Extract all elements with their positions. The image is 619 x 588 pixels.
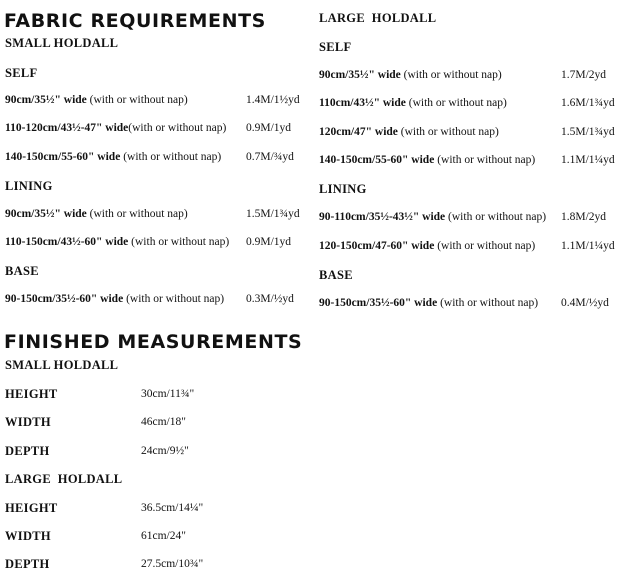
small-base-amount-1: 0.3M/½yd — [246, 293, 294, 305]
fabric-width: 90cm/35½" wide — [319, 69, 401, 81]
large-depth-value: 27.5cm/10¾" — [141, 558, 204, 570]
nap-note: (with or without nap) — [128, 122, 227, 134]
large-depth-label: DEPTH — [5, 557, 50, 571]
fabric-width: 90-110cm/35½-43½" wide — [319, 211, 446, 223]
finished-measurements-title: FINISHED MEASUREMENTS — [4, 331, 303, 353]
fabric-width: 90-150cm/35½-60" wide — [5, 293, 124, 305]
small-self-amount-2: 0.9M/1yd — [246, 122, 292, 134]
small-self-row-1 — [5, 94, 188, 106]
small-height-label: HEIGHT — [5, 387, 58, 401]
small-self-amount-3: 0.7M/¾yd — [246, 151, 294, 163]
large-self-amount-2: 1.6M/1¾yd — [561, 97, 615, 109]
small-self-amount-1: 1.4M/1½yd — [246, 94, 300, 106]
small-lining-label: LINING — [5, 179, 53, 193]
nap-note: (with or without nap) — [126, 293, 225, 305]
large-lining-amount-2: 1.1M/1¼yd — [561, 240, 615, 252]
fabric-width: 140-150cm/55-60" wide — [5, 151, 121, 163]
nap-note: (with or without nap) — [437, 154, 536, 166]
large-width-label: WIDTH — [5, 529, 51, 543]
nap-note: (with or without nap) — [123, 151, 222, 163]
small-lining-amount-2: 0.9M/1yd — [246, 236, 292, 248]
fabric-width: 120-150cm/47-60" wide — [319, 240, 435, 252]
large-self-label: SELF — [319, 40, 352, 54]
large-lining-row-2 — [319, 240, 535, 252]
fabric-width: 90cm/35½" wide — [5, 208, 87, 220]
small-holdall-heading: SMALL HOLDALL — [5, 36, 119, 50]
small-width-value: 46cm/18" — [141, 416, 186, 428]
small-self-label: SELF — [5, 66, 38, 80]
nap-note: (with or without nap) — [403, 69, 502, 81]
large-self-row-2 — [319, 97, 507, 109]
nap-note: (with or without nap) — [131, 236, 230, 248]
small-self-row-2 — [5, 122, 226, 134]
large-height-label: HEIGHT — [5, 501, 58, 515]
fabric-width: 110-150cm/43½-60" wide — [5, 236, 129, 248]
large-height-value: 36.5cm/14¼" — [141, 502, 204, 514]
fabric-width: 110cm/43½" wide — [319, 97, 406, 109]
nap-note: (with or without nap) — [89, 94, 188, 106]
small-depth-value: 24cm/9½" — [141, 445, 189, 457]
large-self-row-1 — [319, 69, 502, 81]
fabric-width: 90-150cm/35½-60" wide — [319, 297, 438, 309]
large-self-row-3 — [319, 126, 499, 138]
nap-note: (with or without nap) — [408, 97, 507, 109]
fabric-width: 110-120cm/43½-47" wide — [5, 122, 129, 134]
large-self-amount-3: 1.5M/1¾yd — [561, 126, 615, 138]
small-base-row-1 — [5, 293, 224, 305]
finished-small-heading: SMALL HOLDALL — [5, 358, 119, 372]
fabric-width: 120cm/47" wide — [319, 126, 398, 138]
small-depth-label: DEPTH — [5, 444, 50, 458]
finished-large-heading: LARGE HOLDALL — [5, 472, 123, 486]
nap-note: (with or without nap) — [448, 211, 547, 223]
small-lining-row-2 — [5, 236, 229, 248]
small-width-label: WIDTH — [5, 415, 51, 429]
large-holdall-heading: LARGE HOLDALL — [319, 11, 437, 25]
large-width-value: 61cm/24" — [141, 530, 186, 542]
large-self-amount-4: 1.1M/1¼yd — [561, 154, 615, 166]
fabric-width: 140-150cm/55-60" wide — [319, 154, 435, 166]
small-height-value: 30cm/11¾" — [141, 388, 195, 400]
large-lining-amount-1: 1.8M/2yd — [561, 211, 607, 223]
small-lining-row-1 — [5, 208, 188, 220]
nap-note: (with or without nap) — [89, 208, 188, 220]
small-self-row-3 — [5, 151, 221, 163]
nap-note: (with or without nap) — [400, 126, 499, 138]
large-lining-label: LINING — [319, 182, 367, 196]
large-self-row-4 — [319, 154, 535, 166]
large-base-label: BASE — [319, 268, 353, 282]
nap-note: (with or without nap) — [437, 240, 536, 252]
nap-note: (with or without nap) — [440, 297, 539, 309]
large-base-amount-1: 0.4M/½yd — [561, 297, 609, 309]
fabric-requirements-title: FABRIC REQUIREMENTS — [4, 10, 266, 32]
fabric-width: 90cm/35½" wide — [5, 94, 87, 106]
large-self-amount-1: 1.7M/2yd — [561, 69, 607, 81]
large-base-row-1 — [319, 297, 538, 309]
small-base-label: BASE — [5, 264, 39, 278]
small-lining-amount-1: 1.5M/1¾yd — [246, 208, 300, 220]
large-lining-row-1 — [319, 211, 546, 223]
